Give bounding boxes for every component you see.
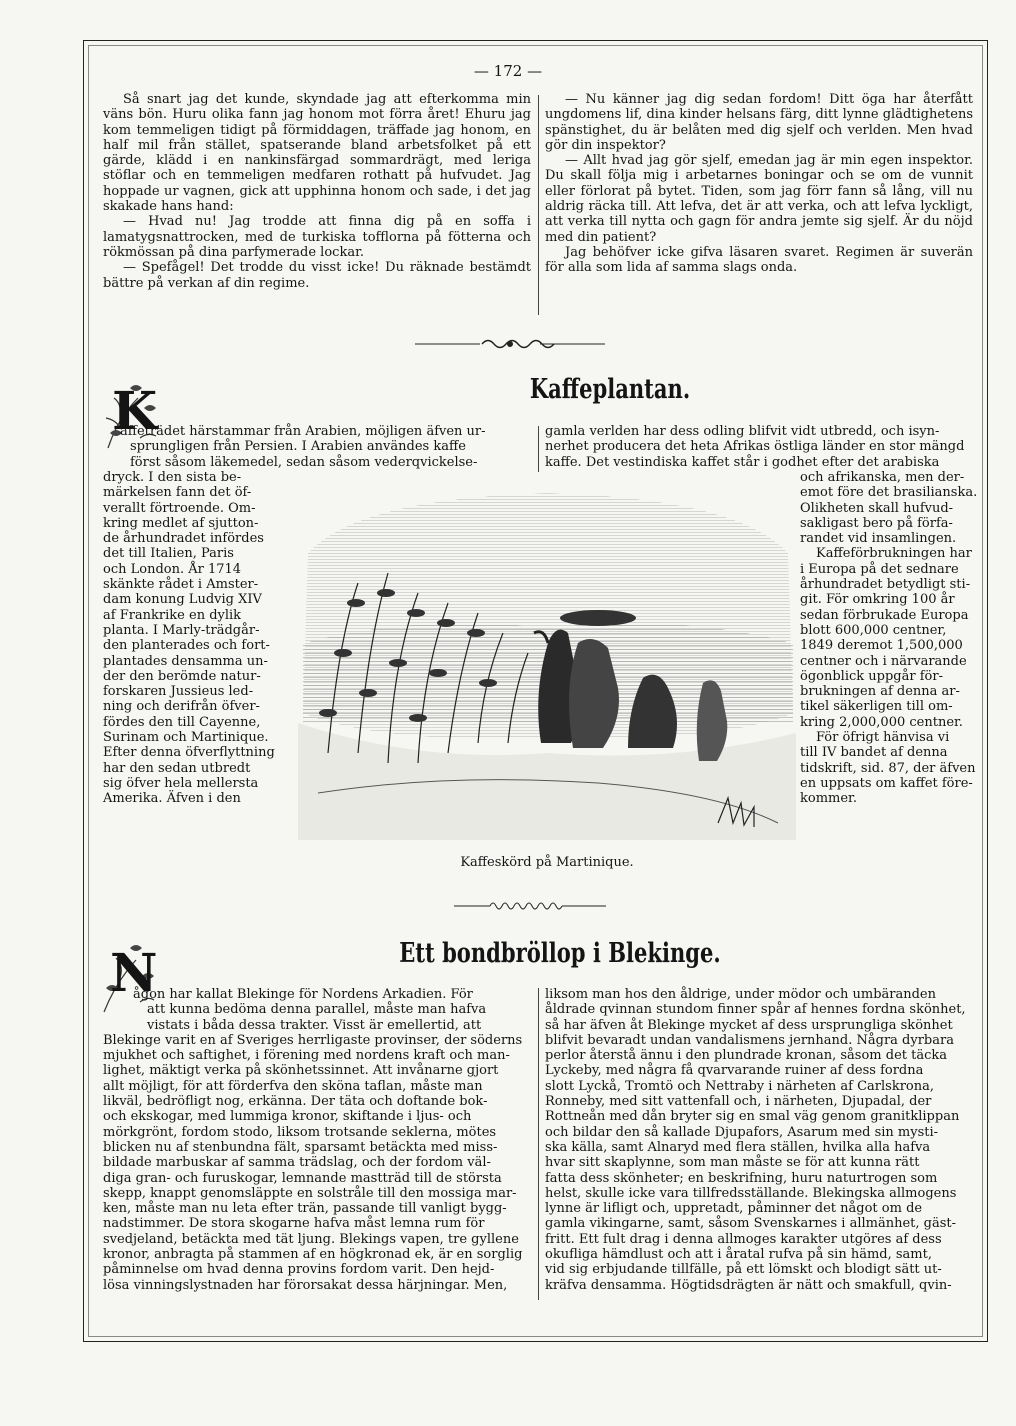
text-line: Kaffeförbrukningen har bbox=[816, 546, 972, 562]
text-line: Efter denna öfverflyttning bbox=[103, 745, 275, 761]
text-line: fördes den till Cayenne, bbox=[103, 714, 261, 730]
text-line: mjukhet och saftighet, i förening med nordens kraft och man- bbox=[103, 1048, 510, 1064]
text-line: kaffe. Det vestindiska kaffet står i godhet efter det arabiska bbox=[545, 454, 940, 470]
column-divider-top bbox=[538, 95, 539, 315]
text-line: skepp, knappt genomsläppte en solstråle till den mossiga mar- bbox=[103, 1185, 517, 1201]
text-line: Surinam och Martinique. bbox=[103, 730, 269, 746]
text-line: randet vid insamlingen. bbox=[800, 531, 957, 547]
text-line: Lyckeby, med några få qvarvarande ruiner af dess fordna bbox=[545, 1063, 924, 1079]
paragraph: — Hvad nu! Jag trodde att finna dig på en soffa i lamatygsnattrocken, med de turkiska tofflorna på fötterna och rökmössan på dina parfymerade lockar. bbox=[103, 214, 531, 260]
top-left-column bbox=[103, 92, 531, 291]
text-line: perlor återstå ännu i den plundrade kronan, såsom det täcka bbox=[545, 1048, 948, 1064]
text-line: brukningen af denna ar- bbox=[800, 684, 960, 700]
article-2-title: Ett bondbröllop i Blekinge. bbox=[399, 938, 721, 969]
text-line: det till Italien, Paris bbox=[103, 546, 234, 562]
ornament-divider-2 bbox=[450, 898, 610, 912]
flourish-icon bbox=[410, 336, 610, 352]
top-right-column bbox=[545, 92, 973, 276]
text-line: först såsom läkemedel, sedan såsom vederqvickelse- bbox=[130, 454, 478, 470]
text-line: blicken nu af stenbundna fält, sparsamt betäckta med miss- bbox=[103, 1139, 498, 1155]
text-line: sakligast bero på förfa- bbox=[800, 515, 953, 531]
text-line: nadstimmer. De stora skogarne hafva måst lemna rum för bbox=[103, 1216, 485, 1232]
text-line: vistats i båda dessa trakter. Visst är emellertid, att bbox=[147, 1017, 482, 1033]
text-line: en uppsats om kaffet före- bbox=[800, 775, 973, 791]
text-line: ögonblick uppgår för- bbox=[800, 668, 943, 684]
text-line: För öfrigt hänvisa vi bbox=[816, 730, 950, 746]
text-line: sig öfver hela mellersta bbox=[103, 775, 259, 791]
article-2-right-column bbox=[545, 987, 975, 1293]
article-1-right-top bbox=[545, 424, 973, 470]
image-caption: Kaffeskörd på Martinique. bbox=[460, 855, 634, 870]
text-line: verallt förtroende. Om- bbox=[103, 500, 256, 516]
text-line: lösa vinningslystnaden har förorsakat dessa härjningar. Men, bbox=[103, 1277, 508, 1293]
text-line: allt möjligt, för att förderfva den sköna taflan, måste man bbox=[103, 1078, 483, 1094]
article-1-lead bbox=[120, 424, 530, 470]
text-line: hvar sitt skaplynne, som man måste se för att kunna rätt bbox=[545, 1155, 920, 1171]
text-line: kräfva densamma. Högtidsdrägten är nätt och smakfull, qvin- bbox=[545, 1277, 952, 1293]
text-line: emot före det brasilianska. bbox=[800, 485, 978, 501]
text-line: planta. I Marly-trädgår- bbox=[103, 622, 260, 638]
dropcap-letter-2: N bbox=[110, 943, 158, 1004]
text-line: ska källa, samt Alnaryd med flera ställen, hvilka alla hafva bbox=[545, 1139, 931, 1155]
text-line: skänkte rådet i Amster- bbox=[103, 577, 259, 593]
text-line: diga gran- och furuskogar, lemnande mastträd till de största bbox=[103, 1170, 502, 1186]
text-line: liksom man hos den åldrige, under mödor och umbäranden bbox=[545, 987, 937, 1002]
text-line: och ekskogar, med lummiga kronor, skiftande i ljus- och bbox=[103, 1109, 472, 1125]
text-line: git. För omkring 100 år bbox=[800, 592, 955, 608]
paragraph: Jag behöfver icke gifva läsaren svaret. Regimen är suverän för alla som lida af samma slags onda. bbox=[545, 244, 973, 276]
text-line: och afrikanska, men der- bbox=[800, 470, 965, 485]
text-line: blott 600,000 centner, bbox=[800, 622, 947, 638]
text-line: der den berömde natur- bbox=[103, 668, 261, 684]
article-2-left-column bbox=[103, 987, 528, 1293]
text-line: centner och i närvarande bbox=[800, 653, 967, 669]
text-line: kring 2,000,000 centner. bbox=[800, 714, 963, 730]
engraving-illustration bbox=[298, 493, 796, 840]
text-line: blifvit bevaradt undan vandalismens jernhand. Några dyrbara bbox=[545, 1032, 954, 1048]
text-line: Amerika. Äfven i den bbox=[103, 791, 241, 807]
text-line: den planterades och fort- bbox=[103, 638, 270, 654]
text-line: bildade marbuskar af samma trädslag, och der fordom väl- bbox=[103, 1155, 491, 1171]
coffee-harvest-engraving bbox=[298, 493, 796, 840]
text-line: de århundradet infördes bbox=[103, 531, 264, 547]
text-line: plantades densamma un- bbox=[103, 653, 268, 669]
text-line: gamla verlden har dess odling blifvit vidt utbredd, och isyn- bbox=[545, 424, 940, 439]
paragraph: — Spefågel! Det trodde du visst icke! Du räknade bestämdt bättre på verkan af din regime. bbox=[103, 260, 531, 291]
text-line: tikel säkerligen till om- bbox=[800, 699, 953, 715]
text-line: gamla vikingarne, samt, såsom Svenskarnes i allmänhet, gäst- bbox=[545, 1216, 957, 1232]
text-line: att kunna bedöma denna parallel, måste man hafva bbox=[147, 1002, 487, 1018]
text-line: i Europa på det sednare bbox=[800, 561, 959, 577]
page-number: — 172 — bbox=[473, 62, 543, 80]
article-1-right-column bbox=[800, 470, 980, 807]
text-line: sedan förbrukade Europa bbox=[800, 607, 969, 623]
text-line: ken, måste man nu leta efter trän, passande till vanligt bygg- bbox=[103, 1201, 507, 1217]
text-line: märkelsen fann det öf- bbox=[103, 485, 252, 501]
wave-divider-icon bbox=[450, 898, 610, 912]
text-line: har den sedan utbredt bbox=[103, 760, 251, 776]
article-1-title: Kaffeplantan. bbox=[529, 374, 691, 405]
dropcap-letter: K bbox=[112, 381, 158, 442]
paragraph: Så snart jag det kunde, skyndade jag att efterkomma min väns bön. Huru olika fann jag honom mot förra året! Ehuru jag kom temmeligen tidigt på förmiddagen, träffade jag honom, en half mil från stället, spatserande bland arbetsfolket på ett gärde, klädd i en nankinsfärgad sommardrägt, med leriga stöflar och en temmeligen medfaren rothatt på hufvudet. Jag hoppade ur vagnen, gick att upphinna honom och sade, i det jag skakade hans hand: bbox=[103, 92, 531, 215]
text-line: dam konung Ludvig XIV bbox=[103, 592, 262, 608]
text-line: Rottneån med dån bryter sig en smal väg genom granitklippan bbox=[545, 1109, 960, 1125]
text-line: Ronneby, med sitt vattenfall och, i närheten, Djupadal, der bbox=[545, 1094, 932, 1110]
text-line: slott Lyckå, Tromtö och Nettraby i närheten af Carlskrona, bbox=[545, 1078, 934, 1094]
column-divider-article-2 bbox=[538, 988, 539, 1300]
text-line: forskaren Jussieus led- bbox=[103, 684, 254, 700]
text-line: åldrade qvinnan stundom finner spår af hennes fordna skönhet, bbox=[545, 1002, 966, 1018]
text-line: ågon har kallat Blekinge för Nordens Arkadien. För bbox=[133, 987, 473, 1002]
text-line: kronor, anbragta på stammen af en högkronad ek, är en sorglig bbox=[103, 1247, 523, 1263]
text-line: tidskrift, sid. 87, der äfven bbox=[800, 760, 976, 776]
text-line: lynne är lifligt och, uppretadt, påminner det något om de bbox=[545, 1201, 923, 1217]
text-line: helst, skulle icke vara tillfredsställande. Blekingska allmogens bbox=[545, 1185, 957, 1201]
text-line: fatta dess skönheter; en beskrifning, huru naturtrogen som bbox=[545, 1170, 938, 1186]
text-line: Olikheten skall hufvud- bbox=[800, 500, 954, 516]
text-line: kommer. bbox=[800, 791, 857, 807]
text-line: och London. År 1714 bbox=[103, 561, 242, 577]
text-line: århundradet betydligt sti- bbox=[800, 577, 971, 593]
text-line: mörkgrönt, fordom stodo, liksom trotsande seklerna, mötes bbox=[103, 1124, 497, 1140]
text-line: okufliga hämdlust och att i åratal rufva på sin hämd, samt, bbox=[545, 1247, 932, 1263]
text-line: likväl, bedröfligt nog, erkänna. Der täta och doftande bok- bbox=[103, 1094, 488, 1110]
text-line: 1849 deremot 1,500,000 bbox=[800, 638, 963, 654]
text-line: lighet, mäktigt verka på skönhetssinnet. Att invånarne gjort bbox=[103, 1063, 499, 1079]
text-line: så har äfven åt Blekinge mycket af dess ursprungliga skönhet bbox=[545, 1017, 953, 1033]
text-line: påminnelse om hvad denna provins fordom varit. Den hejd- bbox=[103, 1262, 495, 1278]
article-1-left-column bbox=[103, 470, 283, 807]
text-line: dryck. I den sista be- bbox=[103, 470, 242, 485]
text-line: nerhet producera det heta Afrikas östliga länder en stor mängd bbox=[545, 439, 965, 455]
text-line: affeträdet härstammar från Arabien, möjligen äfven ur- bbox=[120, 424, 486, 439]
text-line: sprungligen från Persien. I Arabien användes kaffe bbox=[130, 439, 466, 455]
text-line: fritt. Ett fult drag i denna allmoges karakter utgöres af dess bbox=[545, 1231, 942, 1247]
text-line: af Frankrike en dylik bbox=[103, 607, 242, 623]
text-line: till IV bandet af denna bbox=[800, 745, 948, 761]
ornament-divider-1 bbox=[410, 336, 610, 352]
text-line: svedjeland, betäckta med tät ljung. Blekings vapen, tre gyllene bbox=[103, 1231, 519, 1247]
paragraph: — Allt hvad jag gör sjelf, emedan jag är min egen inspektor. Du skall följa mig i arbetarnes boningar och se om de vunnit eller förlorat på bytet. Tiden, som jag förr fann så lång, vill nu aldrig räcka till. Att lefva, det är att verka, och att lefva lyckligt, att verka till nytta och gagn för andra jemte sig sjelf. Är du nöjd med din patient? bbox=[545, 153, 973, 245]
text-line: ning och derifrån öfver- bbox=[103, 699, 260, 715]
text-line: Blekinge varit en af Sveriges herrligaste provinser, der söderns bbox=[103, 1032, 523, 1048]
text-line: vid sig erbjudande tillfälle, på ett lömskt och blodigt sätt ut- bbox=[545, 1262, 942, 1278]
text-line: kring medlet af sjutton- bbox=[103, 515, 259, 531]
column-divider-article-1 bbox=[538, 426, 539, 472]
text-line: och bildar den så kallade Djupafors, Asarum med sin mysti- bbox=[545, 1124, 939, 1140]
paragraph: — Nu känner jag dig sedan fordom! Ditt öga har återfått ungdomens lif, dina kinder helsans färg, ditt lynne glädtighetens spänstighet, du är belåten med dig sjelf och verlden. Men hvad gör din inspektor? bbox=[545, 92, 973, 153]
